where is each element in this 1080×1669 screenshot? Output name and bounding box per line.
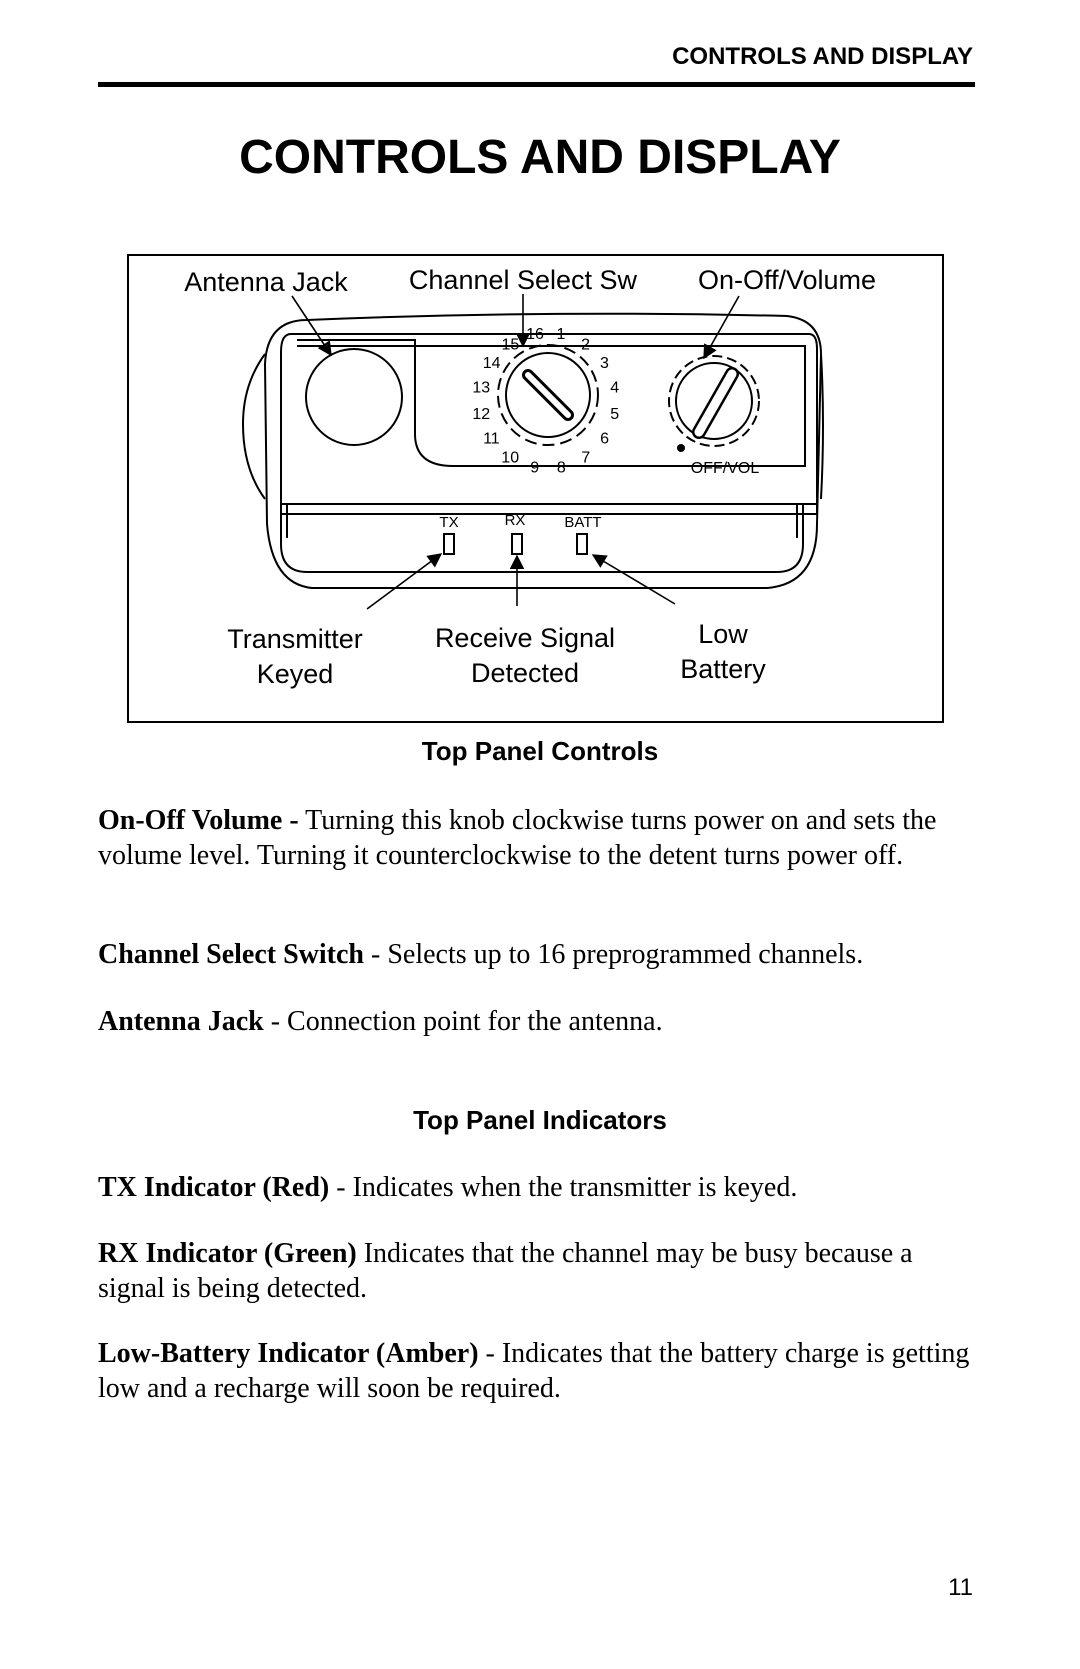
control-description: Turning this knob clockwise turns power on and sets the volume level. Turning it counterclockwise to the detent turns power off.	[98, 805, 937, 871]
indicator-term: TX Indicator (Red)	[98, 1172, 330, 1203]
dial-number-8: 8	[556, 459, 566, 477]
indicator-description: Indicates that the channel may be busy because a signal is being detected.	[98, 1238, 913, 1304]
callout-antenna-jack: Antenna Jack	[184, 267, 348, 297]
page-number: 11	[948, 1574, 973, 1601]
top-panel-figure	[127, 254, 944, 723]
label-tx: TX	[439, 514, 459, 531]
dial-number-3: 3	[599, 355, 609, 372]
control-term: Channel Select Switch	[98, 939, 364, 970]
control-description: - Connection point for the antenna.	[263, 1006, 663, 1037]
dial-number-9: 9	[530, 459, 540, 477]
page-title: CONTROLS AND DISPLAY	[239, 131, 841, 184]
control-term: Antenna Jack	[98, 1006, 264, 1037]
callout-on-off-volume: On-Off/Volume	[697, 265, 877, 295]
callout-receive-signal-1: Receive Signal	[434, 623, 616, 653]
indicator-term: RX Indicator (Green)	[98, 1238, 357, 1269]
rx-led	[512, 534, 522, 554]
dial-number-14: 14	[482, 355, 501, 372]
dial-number-15: 15	[501, 336, 520, 354]
dial-number-12: 12	[472, 406, 491, 424]
dial-number-1: 1	[556, 326, 566, 344]
dial-number-2: 2	[581, 336, 591, 354]
dial-number-16: 16	[526, 326, 544, 344]
indicator-item-low-battery	[98, 1336, 978, 1406]
dial-number-4: 4	[610, 379, 620, 397]
callout-transmitter-keyed-1: Transmitter	[227, 624, 363, 654]
top-panel-diagram	[127, 254, 944, 723]
dial-number-13: 13	[472, 379, 491, 397]
label-rx: RX	[504, 512, 526, 529]
control-item-on-off-volume	[98, 803, 978, 873]
running-header: CONTROLS AND DISPLAY	[672, 43, 973, 70]
callout-transmitter-keyed-2: Keyed	[256, 659, 334, 689]
control-item-antenna-jack	[98, 1004, 978, 1039]
indicator-item-tx	[98, 1170, 978, 1205]
batt-led	[577, 534, 587, 554]
dial-number-6: 6	[600, 430, 610, 448]
callout-low-battery-1: Low	[698, 619, 748, 649]
callout-channel-select: Channel Select Sw	[408, 265, 638, 295]
callout-low-battery-2: Battery	[680, 654, 766, 684]
indicator-term: Low-Battery Indicator (Amber)	[98, 1338, 479, 1369]
knob-label-off-vol: OFF/VOL	[690, 460, 760, 477]
indicator-description: - Indicates when the transmitter is keyed.	[329, 1172, 798, 1203]
dial-number-5: 5	[610, 406, 620, 424]
header-rule	[98, 82, 975, 87]
control-term: On-Off Volume -	[98, 805, 299, 836]
control-description: - Selects up to 16 preprogrammed channels.	[364, 939, 864, 970]
tx-led	[444, 534, 454, 554]
callout-receive-signal-2: Detected	[470, 658, 580, 688]
indicator-item-rx	[98, 1236, 978, 1306]
indicator-description: - Indicates that the battery charge is getting low and a recharge will soon be required.	[98, 1338, 970, 1404]
dial-number-10: 10	[501, 449, 520, 467]
dial-number-11: 11	[483, 430, 500, 448]
label-batt: BATT	[564, 514, 602, 531]
indicators-heading: Top Panel Indicators	[413, 1105, 667, 1135]
control-item-channel-select	[98, 937, 978, 972]
controls-heading: Top Panel Controls	[421, 736, 659, 766]
dial-number-7: 7	[581, 449, 591, 467]
